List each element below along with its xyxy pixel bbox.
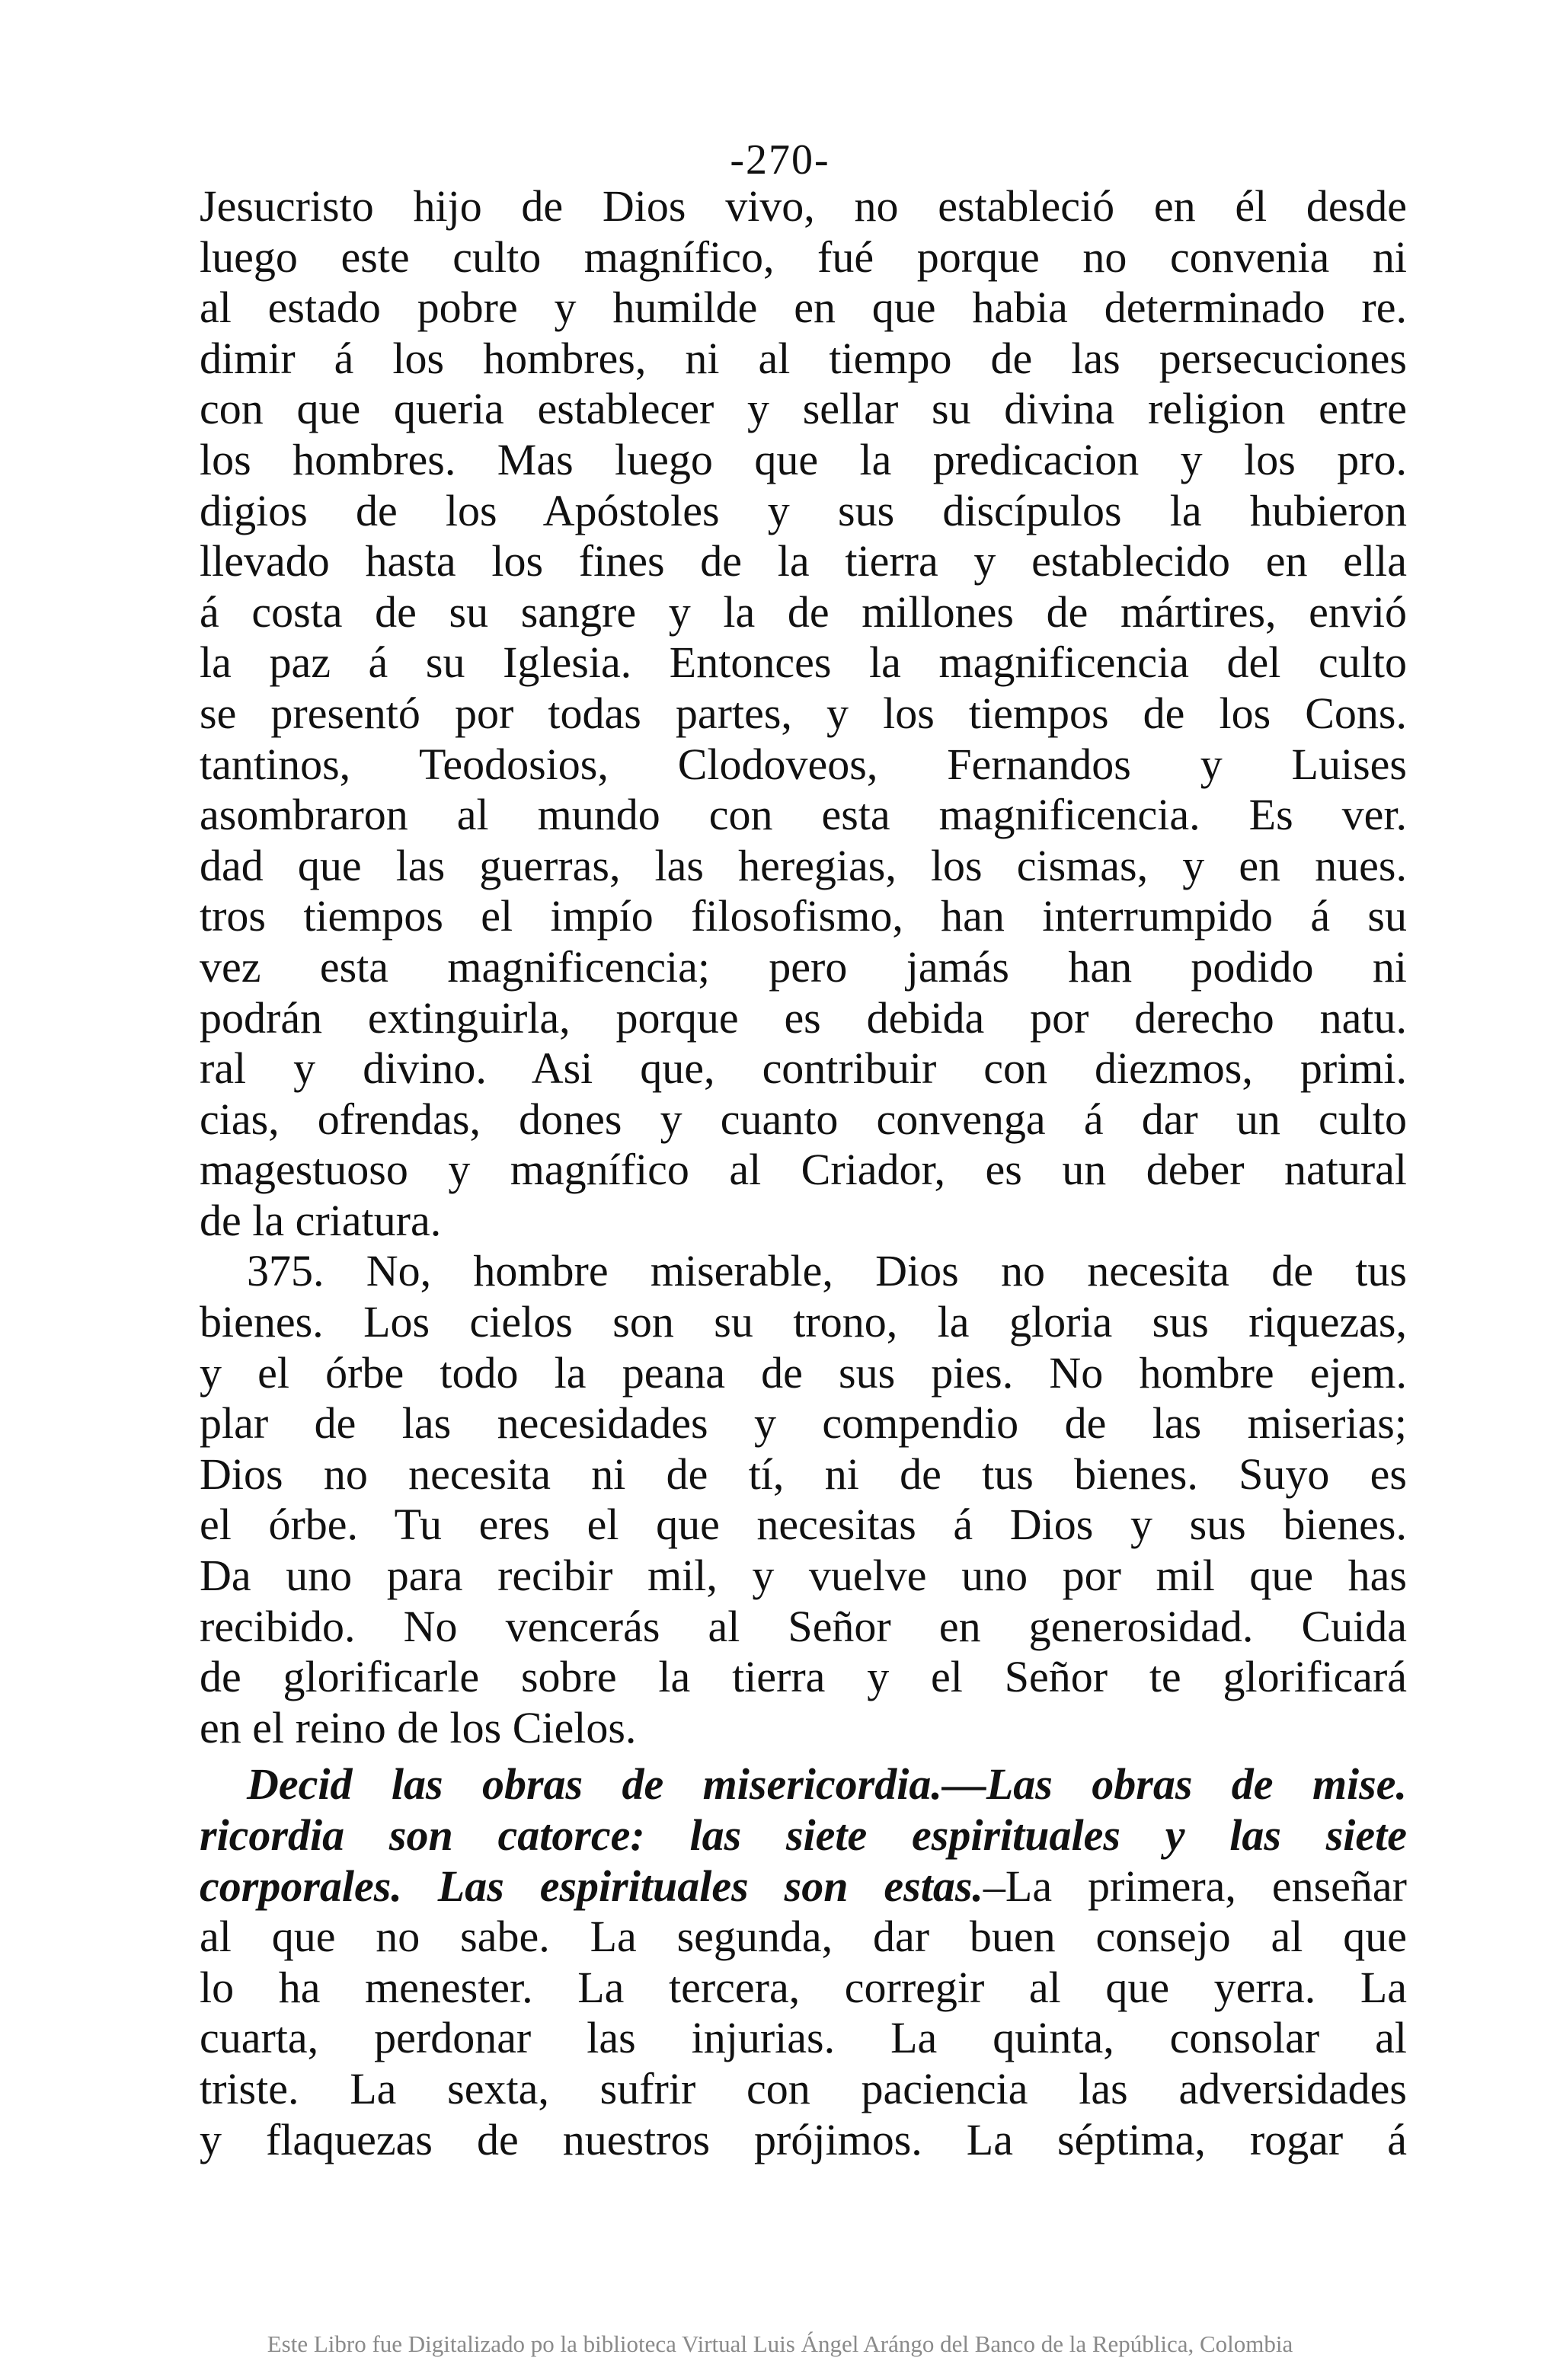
italic-text: ricordia son catorce: las siete espirituales y las siete: [200, 1810, 1407, 1860]
paragraph: [200, 181, 1407, 1246]
text-line: triste. La sexta, sufrir con paciencia las adversidades: [200, 2063, 1407, 2113]
text-line: de glorificarle sobre la tierra y el Señor te glorificará: [200, 1652, 1407, 1702]
paragraph: [200, 1246, 1407, 1753]
text-run: –La primera, enseñar: [983, 1861, 1407, 1911]
paragraph: [200, 1759, 1407, 2165]
text-line: al que no sabe. La segunda, dar buen consejo al que: [200, 1912, 1407, 1962]
page-number: -270-: [730, 136, 830, 184]
text-line: los hombres. Mas luego que la predicacion y los pro.: [200, 434, 1407, 484]
text-line: tantinos, Teodosios, Clodoveos, Fernandos y Luises: [200, 739, 1407, 789]
text-line: la paz á su Iglesia. Entonces la magnificencia del culto: [200, 637, 1407, 688]
text-line: Dios no necesita ni de tí, ni de tus bienes. Suyo es: [200, 1449, 1407, 1499]
text-line: de la criatura.: [200, 1195, 442, 1245]
page-body: [200, 181, 1407, 2165]
text-line: ral y divino. Asi que, contribuir con diezmos, primi.: [200, 1043, 1407, 1094]
text-line: dimir á los hombres, ni al tiempo de las persecuciones: [200, 333, 1407, 383]
text-line: cuarta, perdonar las injurias. La quinta, consolar al: [200, 2013, 1407, 2063]
text-line: llevado hasta los fines de la tierra y establecido en ella: [200, 536, 1407, 586]
text-line: recibido. No vencerás al Señor en generosidad. Cuida: [200, 1601, 1407, 1651]
text-line: al estado pobre y humilde en que habia determinado re.: [200, 283, 1407, 333]
text-line: podrán extinguirla, porque es debida por derecho natu.: [200, 992, 1407, 1043]
text-line: 375. No, hombre miserable, Dios no necesita de tus: [247, 1246, 1407, 1296]
text-line: y el órbe todo la peana de sus pies. No hombre ejem.: [200, 1347, 1407, 1398]
text-line: y flaquezas de nuestros prójimos. La séptima, rogar á: [200, 2114, 1407, 2164]
text-line: el órbe. Tu eres el que necesitas á Dios y sus bienes.: [200, 1500, 1407, 1550]
text-line: digios de los Apóstoles y sus discípulos la hubieron: [200, 485, 1407, 535]
text-line: cias, ofrendas, dones y cuanto convenga á dar un culto: [200, 1094, 1407, 1144]
text-line: [200, 1810, 1407, 1861]
text-line: tros tiempos el impío filosofismo, han interrumpido á su: [200, 891, 1407, 941]
text-line: en el reino de los Cielos.: [200, 1702, 637, 1752]
text-line: Jesucristo hijo de Dios vivo, no estableció en él desde: [200, 181, 1407, 231]
italic-text: corporales. Las espirituales son estas.: [200, 1861, 983, 1911]
text-line: con que queria establecer y sellar su divina religion entre: [200, 384, 1407, 434]
text-line: bienes. Los cielos son su trono, la gloria sus riquezas,: [200, 1297, 1407, 1347]
text-line: á costa de su sangre y la de millones de mártires, envió: [200, 586, 1407, 637]
digitization-footer: Este Libro fue Digitalizado po la biblioteca Virtual Luis Ángel Arángo del Banco de la República, Colombia: [267, 2330, 1293, 2357]
text-line: se presentó por todas partes, y los tiempos de los Cons.: [200, 688, 1407, 738]
text-line: plar de las necesidades y compendio de las miserias;: [200, 1398, 1407, 1449]
text-line: Da uno para recibir mil, y vuelve uno por mil que has: [200, 1551, 1407, 1601]
text-line: vez esta magnificencia; pero jamás han podido ni: [200, 941, 1407, 992]
text-line: magestuoso y magnífico al Criador, es un deber natural: [200, 1145, 1407, 1195]
text-line: dad que las guerras, las heregias, los cismas, y en nues.: [200, 840, 1407, 890]
text-line: [200, 1759, 1407, 1810]
text-line: lo ha menester. La tercera, corregir al que yerra. La: [200, 1962, 1407, 2012]
text-line: luego este culto magnífico, fué porque no convenia ni: [200, 232, 1407, 282]
italic-text: Decid las obras de misericordia.—Las obras de mise.: [247, 1759, 1407, 1810]
text-line: [200, 1861, 1407, 1912]
text-line: asombraron al mundo con esta magnificencia. Es ver.: [200, 790, 1407, 840]
